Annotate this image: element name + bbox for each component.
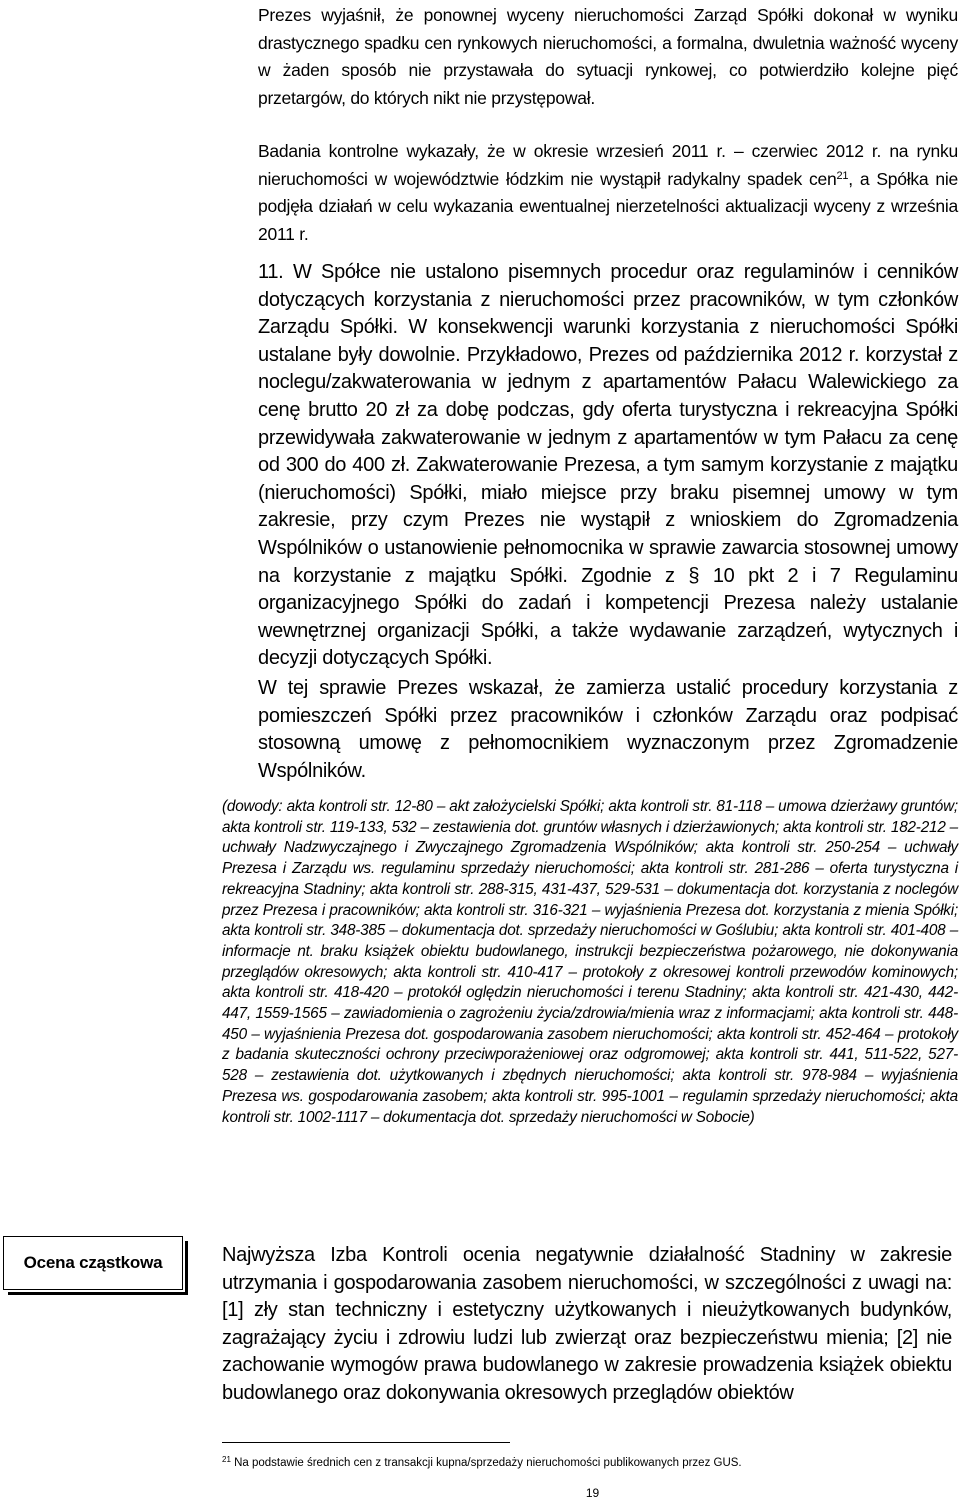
paragraph-point-11 bbox=[258, 259, 958, 673]
footnote-separator bbox=[222, 1442, 510, 1443]
point-number: 11. bbox=[258, 261, 284, 283]
point-11-text: W Spółce nie ustalono pisemnych procedur oraz regulaminów i cenników dotyczących korzystania z nieruchomości przez pracowników, w tym członków Zarządu Spółki. W konsekwencji warunki korzystania z nieruchomości Spółki ustalane były dowolnie. Przykładowo, Prezes od października 2012 r. korzystał z noclegu/zakwaterowania w jednym z apartamentów Pałacu Walewickiego za cenę brutto 20 zł za dobę podczas, gdy oferta turystyczna i rekreacyjna Spółki przewidywała zakwaterowanie w jednym z apartamentów w tym Pałacu za cenę od 300 do 400 zł. Zakwaterowanie Prezesa, a tym samym korzystanie z majątku (nieruchomości) Spółki, miało miejsce przy braku pisemnej umowy w tym zakresie, przy czym Prezes nie wystąpił z wnioskiem do Zgromadzenia Wspólników o ustanowienie pełnomocnika w sprawie zawarcia stosownej umowy na korzystanie z majątku Spółki. Zgodnie z § 10 pkt 2 i 7 Regulaminu organizacyjnego Spółki do zadań i kompetencji Prezesa należy ustalanie wewnętrznej organizacji Spółki, a także wydawanie zarządzeń, wytycznych i decyzji dotyczących Spółki. bbox=[258, 261, 958, 670]
evidence-list: (dowody: akta kontroli str. 12-80 – akt założycielski Spółki; akta kontroli str. 81-118 – umowa dzierżawy gruntów; akta kontroli str. 119-133, 532 – zestawienia dot. gruntów własnych i dzierżawionych; akta kontroli str. 182-212 – uchwały Nadzwyczajnego i Zwyczajnego Zgromadzenia Wspólników; akta kontroli str. 250-254 – uchwały Prezesa i Zarządu ws. regulaminu sprzedaży nieruchomości; akta kontroli str. 281-286 – oferta turystyczna i rekreacyjna Stadniny; akta kontroli str. 288-315, 431-437, 529-531 – dokumentacja dot. korzystania z noclegów przez Prezesa i pracowników; akta kontroli str. 316-321 – wyjaśnienia Prezesa dot. korzystania z mienia Spółki; akta kontroli str. 348-385 – dokumentacja dot. sprzedaży nieruchomości w Goślubiu; akta kontroli str. 401-408 – informacje nt. braku książek obiektu budowlanego, instrukcji bezpieczeństwa pożarowego, nie dokonywania przeglądów okresowych; akta kontroli str. 410-417 – protokoły z okresowej kontroli przewodów kominowych; akta kontroli str. 418-420 – protokół oględzin nieruchomości i terenu Stadniny; akta kontroli str. 421-430, 442-447, 1559-1565 – zawiadomienia o zagrożeniu życia/zdrowia/mienia wraz z informacjami; akta kontroli str. 448-450 – wyjaśnienia Prezesa dot. gospodarowania zasobem nieruchomości; akta kontroli str. 452-464 – protokoły z badania skuteczności ochrony przeciwporażeniowej oraz odgromowej; akta kontroli str. 441, 511-522, 527-528 – zestawienia dot. użytkowanych i zbędnych nieruchomości; akta kontroli str. 978-984 – wyjaśnienia Prezesa ws. gospodarowania zasobem; akta kontroli str. 995-1001 – regulamin sprzedaży nieruchomości; akta kontroli str. 1002-1117 – dokumentacja dot. sprzedaży nieruchomości w Sobocie) bbox=[222, 798, 958, 1126]
partial-assessment-label-box bbox=[3, 1236, 183, 1290]
page-number: 19 bbox=[585, 1486, 600, 1500]
partial-assessment-text: Najwyższa Izba Kontroli ocenia negatywnie działalność Stadniny w zakresie utrzymania i gospodarowania zasobem nieruchomości, w szczególności z uwagi na: [1] zły stan techniczny i estetyczny użytkowanych i nieużytkowanych budynków, zagrażający życiu i zdrowiu ludzi lub zwierząt oraz bezpieczeństwu mienia; [2] nie zachowanie wymogów prawa budowlanego w zakresie prowadzenia książek obiektu budowlanego oraz dokonywania okresowych przeglądów obiektów bbox=[222, 1244, 952, 1404]
footnote-reference: 21 bbox=[836, 169, 849, 182]
paragraph-control-findings bbox=[258, 138, 958, 248]
paragraph-prezes-explanation: Prezes wyjaśnił, że ponownej wyceny nieruchomości Zarząd Spółki dokonał w wyniku drastycznego spadku cen rynkowych nieruchomości, a formalna, dwuletnia ważność wyceny w żaden sposób nie przystawała do sytuacji rynkowej, co potwierdziło kolejne pięć przetargów, do których nikt nie przystępował. bbox=[258, 5, 958, 108]
paragraph-control-findings-part1: Badania kontrolne wykazały, że w okresie wrzesień 2011 r. – czerwiec 2012 r. na rynku nieruchomości w województwie łódzkim nie wystąpił radykalny spadek cen bbox=[258, 141, 958, 189]
footnote bbox=[222, 1453, 958, 1470]
paragraph-prezes-response: W tej sprawie Prezes wskazał, że zamierza ustalić procedury korzystania z pomieszczeń Spółki przez pracowników i członków Zarządu oraz podpisać stosowną umowę z pełnomocnikiem wyznaczonym przez Zgromadzenie Wspólników. bbox=[258, 677, 958, 782]
footnote-text: Na podstawie średnich cen z transakcji kupna/sprzedaży nieruchomości publikowanych przez GUS. bbox=[230, 1457, 742, 1469]
partial-assessment-label: Ocena cząstkowa bbox=[23, 1253, 163, 1272]
footnote-number: 21 bbox=[222, 1455, 231, 1464]
paragraph-control-findings-part2: , a Spółka nie podjęła działań w celu wykazania ewentualnej nierzetelności aktualizacji wyceny z września 2011 r. bbox=[258, 168, 958, 244]
